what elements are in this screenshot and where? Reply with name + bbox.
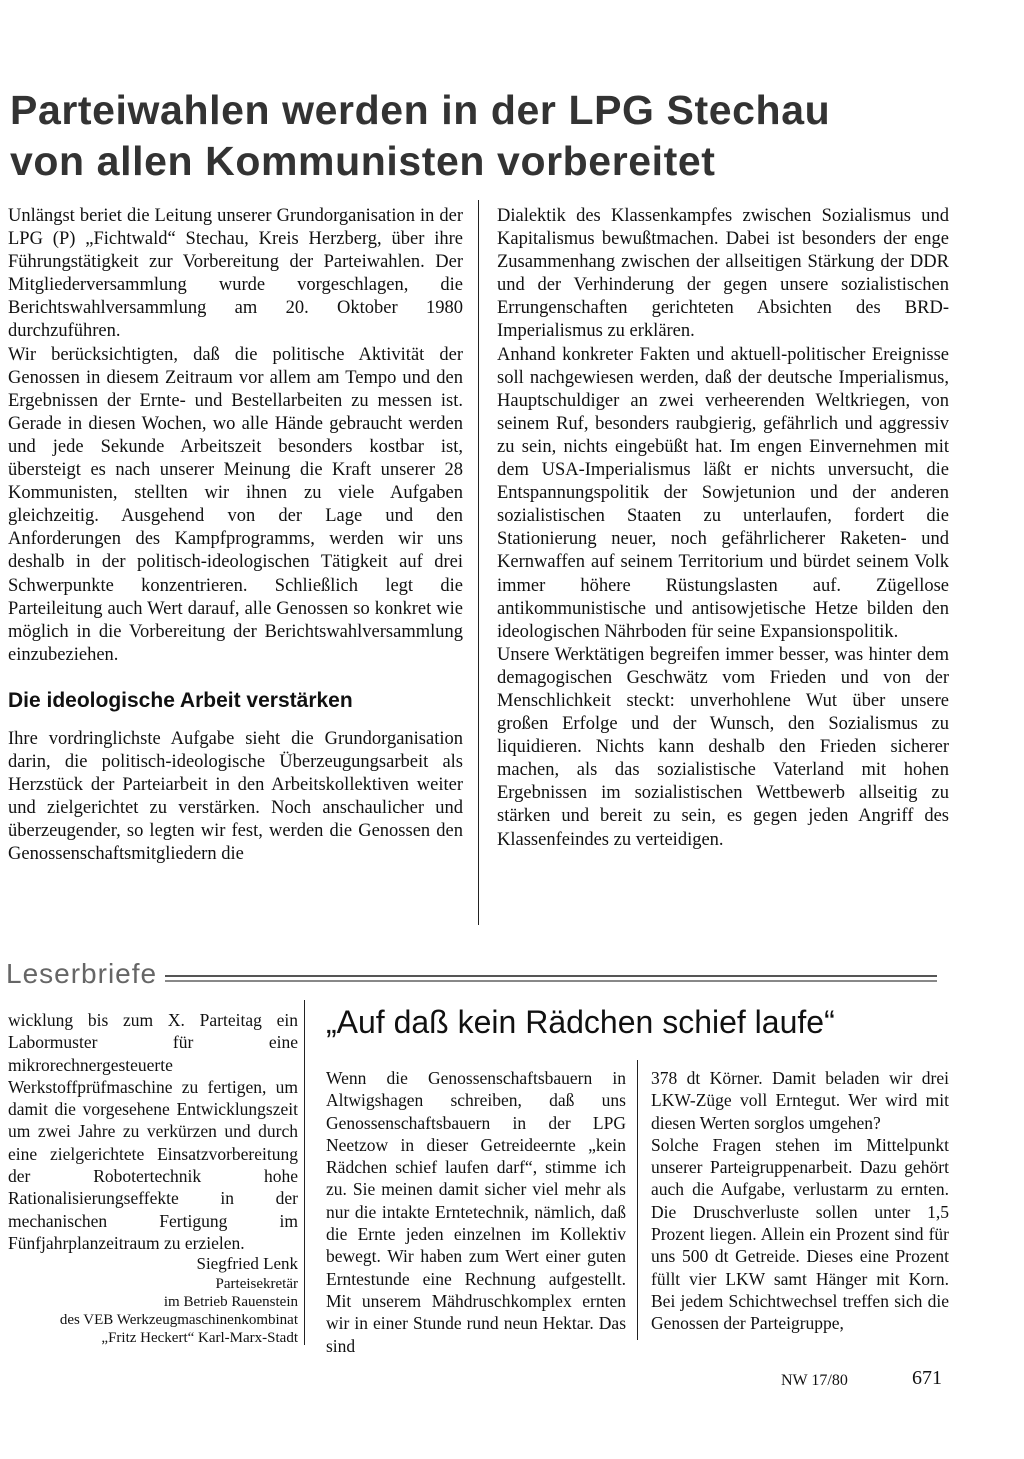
letter-two-column-2 (651, 1067, 949, 1335)
letter-paragraph: Wenn die Genossenschaftsbauern in Altwigshagen schreiben, daß uns Genossenschaftsbauern in der LPG Neetzow in dieser Getreideernte „kein Rädchen schief laufen darf“, stimme ich zu. Sie meinen damit sicher viel mehr als nur die intakte Erntetechnik, nämlich, daß die Ernte jeden einzelnen im Kollektiv bewegt. Wir haben zum Wert einer guten Erntestunde eine Rechnung aufgestellt. Mit unserem Mähdruschkomplex ernten wir in einer Stunde rund neun Hektar. Das sind (326, 1068, 626, 1356)
article-paragraph: Unsere Werktätigen begreifen immer besser, was hinter dem demagogischen Geschwätz vom Frieden und von der Menschlichkeit steckt: unverhohlene Wut über unsere großen Erfolge und der Wunsch, den Sozialismus zu liquidieren. Nichts kann deshalb den Frieden sicherer machen, als das sozialistische Vaterland mit hohen Ergebnissen im sozialistischen Wettbewerb allseitig zu stärken und bereit zu sein, es gegen jeden Angriff des Klassenfeindes zu verteidigen. (497, 644, 949, 850)
signature-name: Siegfried Lenk (196, 1254, 298, 1273)
article-paragraph: Ihre vordringlichste Aufgabe sieht die Grundorganisation darin, die politisch-ideologische Überzeugungsarbeit als Herzstück der Parteiarbeit in den Arbeitskollektiven weiter und zielgerichtet zu verstärken. Noch anschaulicher und überzeugender, so legten wir fest, werden die Genossen den Genossenschaftsmitgliedern die (8, 728, 463, 865)
article-paragraph: Wir berücksichtigten, daß die politische Aktivität der Genossen in diesem Zeitraum vor allem am Tempo und den Ergebnissen der Ernte- und Bestellarbeiten zu messen ist. Gerade in diesen Wochen, wo alle Hände gebraucht werden und jede Sekunde Arbeitszeit besonders kostbar ist, übersteigt es nach unserer Meinung die Kraft unserer 28 Kommunisten, stellten wir ihnen zu viele Aufgaben gleichzeitig. Ausgehend von der Lage und den Anforderungen des Kampfprogramms, werden wir uns deshalb in der politisch-ideologischen Tätigkeit auf drei Schwerpunkte konzentrieren. Schließlich legt die Parteileitung auch Wert darauf, alle Genossen so konkret wie möglich in die Vorbereitung der Berichtswahlversammlung einzubeziehen. (8, 344, 463, 665)
letters-section-label: Leserbriefe (6, 958, 158, 989)
letter-paragraph: wicklung bis zum X. Parteitag ein Labormuster für eine mikrorechnergesteuerte Werkstoffprüfmaschine zu fertigen, um damit die vorgesehene Entwicklungszeit um zwei Jahre zu verkürzen und durch eine zielgerichtete Einsatzvorbereitung der Robotertechnik hohe Rationalisierungseffekte in der mechanischen Fertigung im Fünfjahrplanzeitraum zu erzielen. (8, 1010, 298, 1253)
article-paragraph: Anhand konkreter Fakten und aktuell-politischer Ereignisse soll nachgewiesen werden, daß der deutsche Imperialismus, Hauptschuldiger an zwei verheerenden Weltkriegen, von seinem Ruf, besonders raubgierig, gefährlich und aggressiv zu sein, nichts eingebüßt hat. Im engen Einvernehmen mit dem USA-Imperialismus läßt er nichts unversucht, die Entspannungspolitik der Sowjetunion und der anderen sozialistischen Staaten zu unterlaufen, fordert die Stationierung neuer, noch gefährlicherer Raketen- und Kernwaffen auf seinem Territorium und bürdet seinem Volk immer höhere Rüstungslasten auf. Zügellose antikommunistische und antisowjetische Hetze bilden den ideologischen Nährboden für seine Expansionspolitik. (497, 344, 949, 642)
section-rule (165, 975, 937, 982)
column-divider (478, 200, 479, 925)
article-title-line-1: Parteiwahlen werden in der LPG Stechau (10, 87, 831, 134)
article-title-line-2: von allen Kommunisten vorbereitet (10, 138, 716, 185)
issue-label: NW 17/80 (781, 1372, 848, 1389)
letter-two-column-1 (326, 1067, 626, 1357)
signature-line: „Fritz Heckert“ Karl-Marx-Stadt (101, 1330, 298, 1346)
article-paragraph: Dialektik des Klassenkampfes zwischen Sozialismus und Kapitalismus bewußtmachen. Dabei ist besonders der enge Zusammenhang zwischen der allseitigen Stärkung der DDR und der Verhinderung der gegen unsere sozialistischen Errungenschaften gerichteten Absichten des BRD-Imperialismus zu erklären. (497, 206, 949, 342)
page-number: 671 (912, 1367, 942, 1389)
letter-paragraph: 378 dt Körner. Damit beladen wir drei LKW-Züge voll Erntegut. Wer wird mit diesen Werten sorglos umgehen? (651, 1068, 949, 1133)
article-left-column (8, 205, 463, 866)
column-divider (304, 1000, 305, 1345)
article-right-column (497, 205, 949, 852)
letter-signature (60, 1253, 298, 1347)
article-paragraph: Unlängst beriet die Leitung unserer Grundorganisation in der LPG (P) „Fichtwald“ Stechau, Kreis Herzberg, über ihre Führungstätigkeit zur Vorbereitung der Parteiwahlen. Der Mitgliederversammlung wurde vorgeschlagen, die Berichtswahlversammlung am 20. Oktober 1980 durchzuführen. (8, 206, 463, 342)
article-title (10, 85, 1010, 187)
signature-line: im Betrieb Rauenstein (163, 1294, 298, 1310)
article-subheading: Die ideologische Arbeit verstärken (8, 688, 353, 712)
signature-line: des VEB Werkzeugmaschinenkombinat (59, 1312, 298, 1328)
signature-line: Parteisekretär (215, 1276, 298, 1292)
column-divider (637, 1060, 638, 1340)
letter-one-column (8, 1009, 298, 1254)
letter-paragraph: Solche Fragen stehen im Mittelpunkt unserer Parteigruppenarbeit. Dazu gehört auch die Aufgabe, verlustarm zu ernten. Die Druschverluste sollen unter 1,5 Prozent liegen. Allein ein Prozent sind für uns 500 dt Getreide. Dieses eine Prozent füllt vier LKW samt Hänger mit Korn. Bei jedem Schichtwechsel treffen sich die Genossen der Parteigruppe, (651, 1134, 949, 1334)
letter-two-title: „Auf daß kein Rädchen schief laufe“ (326, 1004, 835, 1040)
